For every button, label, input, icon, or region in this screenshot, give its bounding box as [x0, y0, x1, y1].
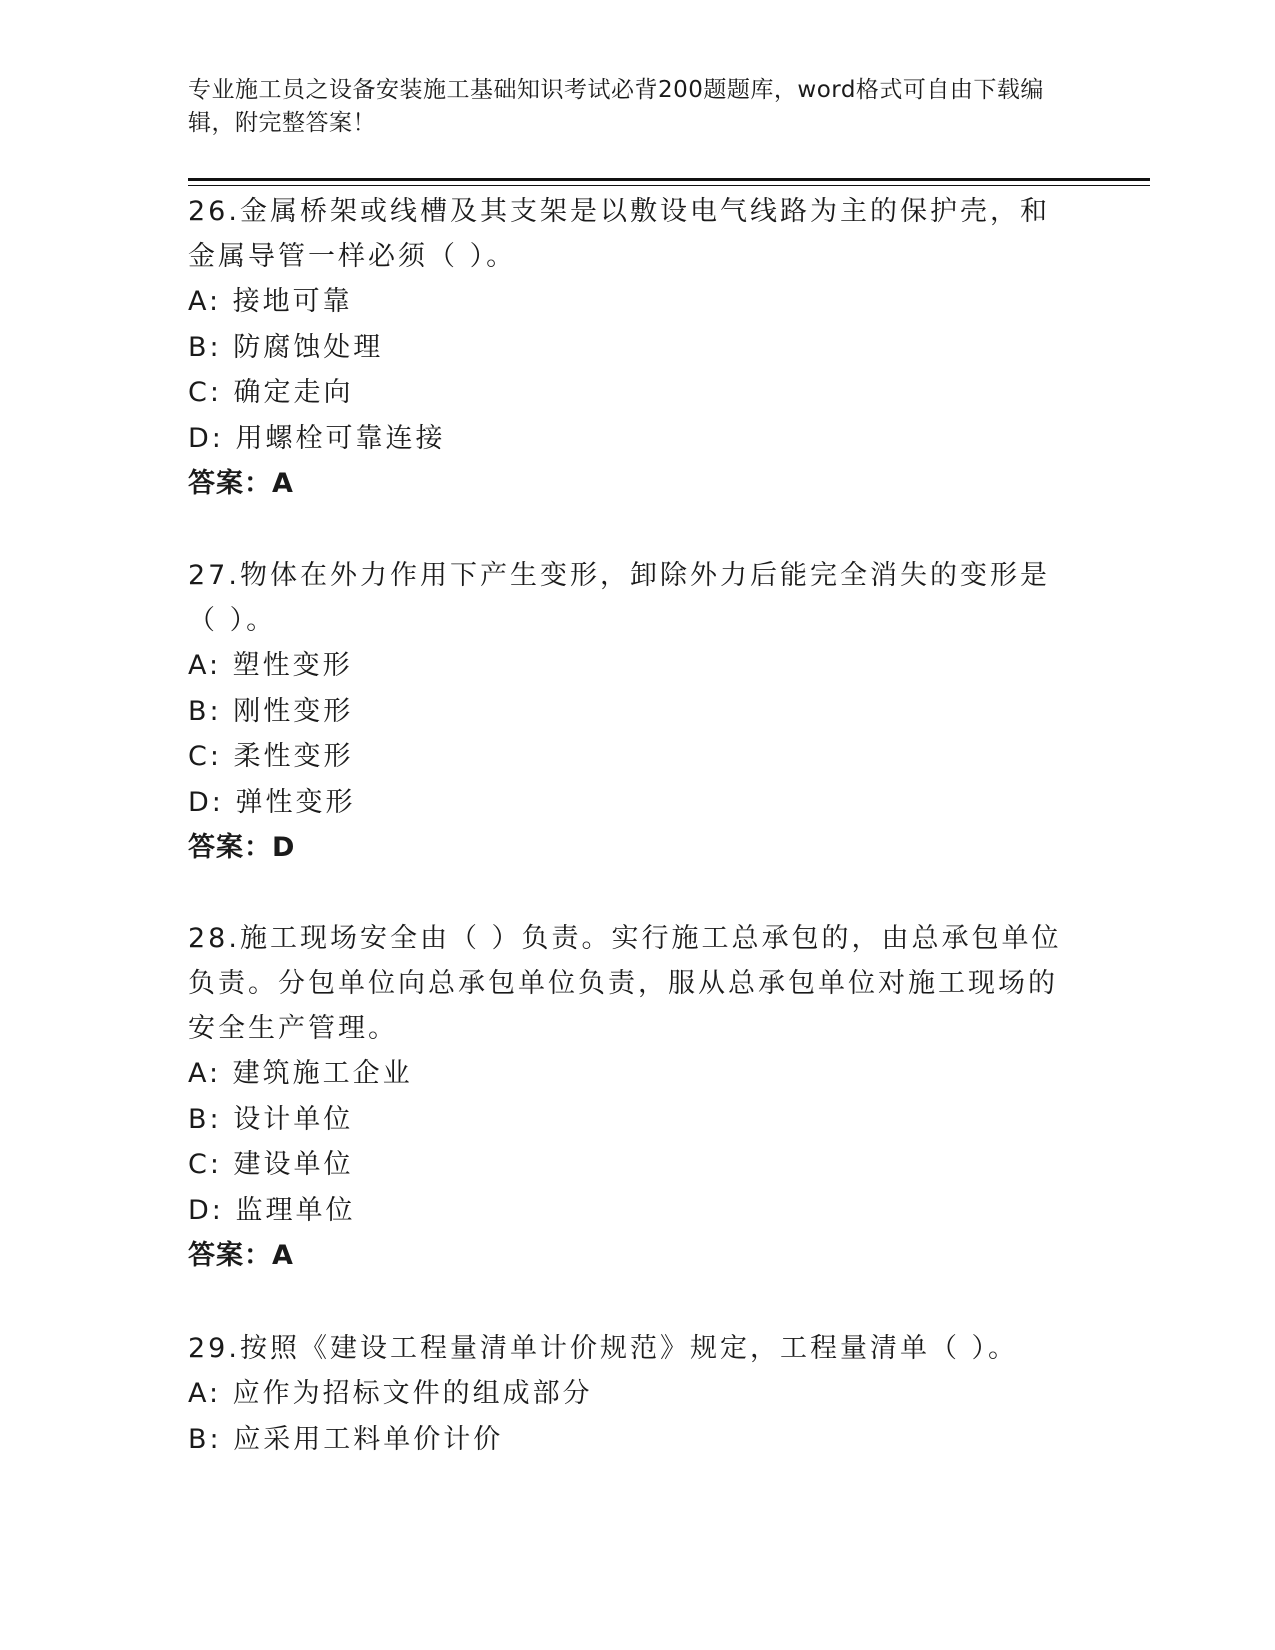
option-c: C: 建设单位: [188, 1149, 354, 1180]
question-stem: 29.按照《建设工程量清单计价规范》规定，工程量清单（ ）。: [188, 1333, 1019, 1364]
question-stem: 28.施工现场安全由（ ）负责。实行施工总承包的，由总承包单位负责。分包单位向总承包单位负责，服从总承包单位对施工现场的安全生产管理。: [188, 923, 1062, 1044]
question-28: [188, 916, 1068, 1278]
answer: 答案：A: [188, 1240, 294, 1271]
question-stem: 26.金属桥架或线槽及其支架是以敷设电气线路为主的保护壳，和金属导管一样必须（ ）。: [188, 196, 1050, 272]
option-d: D: 监理单位: [188, 1194, 356, 1226]
header-divider-thick: [188, 178, 1150, 181]
header-text: 专业施工员之设备安装施工基础知识考试必背200题题库，word格式可自由下载编辑，附完整答案！: [188, 77, 1044, 136]
option-d: D: 用螺栓可靠连接: [188, 422, 446, 454]
option-a: A: 应作为招标文件的组成部分: [188, 1378, 593, 1409]
option-a: A: 建筑施工企业: [188, 1058, 413, 1089]
question-29: [188, 1326, 1068, 1462]
option-b: B: 刚性变形: [188, 695, 354, 727]
option-c: C: 柔性变形: [188, 741, 354, 772]
question-27: [188, 553, 1068, 870]
option-d: D: 弹性变形: [188, 786, 356, 818]
document-header: [188, 74, 1068, 140]
option-b: B: 设计单位: [188, 1103, 354, 1135]
option-b: B: 应采用工料单价计价: [188, 1423, 504, 1455]
option-c: C: 确定走向: [188, 377, 354, 408]
answer: 答案：D: [188, 832, 296, 863]
option-b: B: 防腐蚀处理: [188, 331, 384, 363]
question-26: [188, 189, 1068, 506]
question-stem: 27.物体在外力作用下产生变形，卸除外力后能完全消失的变形是（ ）。: [188, 560, 1050, 636]
option-a: A: 接地可靠: [188, 286, 353, 317]
header-divider-thin: [188, 185, 1150, 186]
answer: 答案：A: [188, 468, 294, 499]
option-a: A: 塑性变形: [188, 650, 353, 681]
